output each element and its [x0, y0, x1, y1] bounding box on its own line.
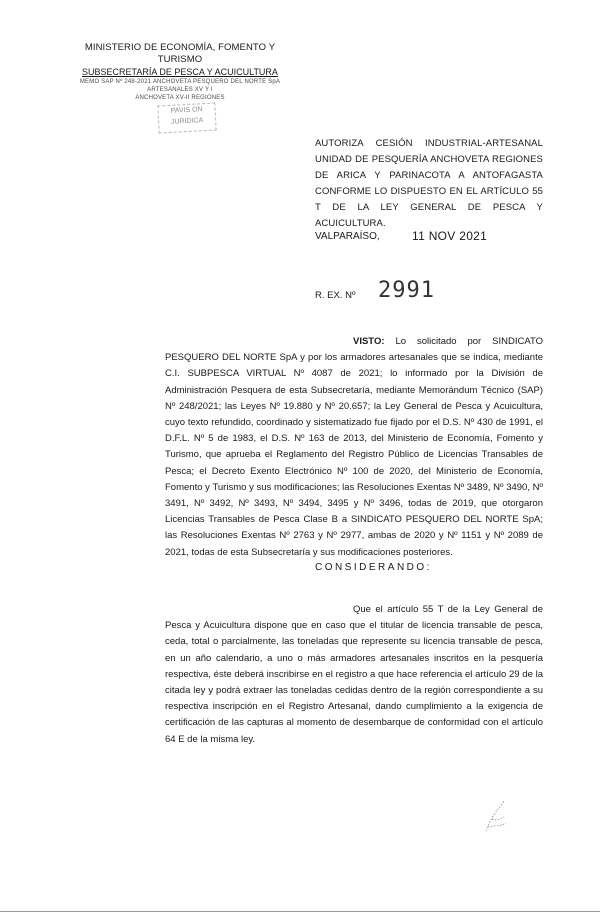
considerando-paragraph — [165, 602, 543, 748]
date-stamp: 11 NOV 2021 — [412, 229, 488, 243]
memo-reference: MEMO SAP Nº 248-2021 ANCHOVETA PESQUERO DEL NORTE SpA — [79, 79, 281, 85]
considerando-text: Que el artículo 55 T de la Ley General de Pesca y Acuicultura dispone que en caso que el titular de licencia transable de pesca, ceda, total o parcialmente, las toneladas que represente su licencia transable de pesca, en un año calendario, a uno o más armadores artesanales inscritos en la pesquería respectiva, éste deberá inscribirse en el registro a que hace referencia el artículo 29 de la citada ley y podrá extraer las toneladas cedidas dentro de la región correspondiente a su respectiva inscripción en el Registro Artesanal, dando cumplimiento a la exigencia de certificación de las capturas al momento de desembarque de conformidad con el artículo 64 E de la misma ley. — [165, 604, 543, 745]
rex-number: 2991 — [378, 278, 435, 303]
stamp-line-1: PAVIS ON — [170, 106, 203, 115]
footer-rule — [0, 911, 600, 912]
visto-label: VISTO: — [353, 336, 385, 347]
division-line-2: ANCHOVETA XV-II REGIONES — [135, 95, 225, 101]
resolution-title: AUTORIZA CESIÓN INDUSTRIAL-ARTESANAL UNIDAD DE PESQUERÍA ANCHOVETA REGIONES DE ARICA Y PARINACOTA A ANTOFAGASTA CONFORME LO DISPUESTO EN EL ARTÍCULO 55 T DE LA LEY GENERAL DE PESCA Y ACUICULTURA. — [315, 138, 543, 229]
division-line-1: ARTESANALES XV Y I — [147, 87, 213, 93]
letterhead — [70, 42, 290, 102]
juridica-stamp — [157, 103, 216, 134]
considerando-heading: CONSIDERANDO: — [315, 562, 432, 573]
visto-text: Lo solicitado por SINDICATO PESQUERO DEL NORTE SpA y por los armadores artesanales que se indica, mediante C.I. SUBPESCA VIRTUAL Nº 4087 de 2021; lo informado por la División de Administración Pesquera de esta Subsecretaría, mediante Memorándum Técnico (SAP) Nº 248/2021; las Leyes Nº 19.880 y Nº 20.657; la Ley General de Pesca y Acuicultura, cuyo texto refundido, coordinado y sistematizado fue fijado por el D.S. Nº 430 de 1991, el D.F.L. Nº 5 de 1983, el D.S. Nº 163 de 2013, del Ministerio de Economía, Fomento y Turismo, que aprueba el Reglamento del Registro Público de Licencias Transables de Pesca; el Decreto Exento Electrónico Nº 100 de 2020, del Ministerio de Economía, Fomento y Turismo y sus modificaciones; las Resoluciones Exentas Nº 3489, Nº 3490, Nº 3491, Nº 3492, Nº 3493, Nº 3494, 3495 y Nº 3496, todas de 2019, que otorgaron Licencias Transables de Pesca Clase B a SINDICATO PESQUERO DEL NORTE SpA; las Resoluciones Exentas Nº 2763 y Nº 2977, ambas de 2020 y Nº 1151 y Nº 2089 de 2021, todas de esta Subsecretaría y sus modificaciones posteriores. — [165, 336, 543, 558]
rex-label: R. EX. Nº — [315, 290, 356, 301]
place: VALPARAÍSO, — [315, 231, 380, 242]
subsecretaria-name: SUBSECRETARÍA DE PESCA Y ACUICULTURA — [82, 67, 278, 77]
ministry-name: MINISTERIO DE ECONOMÍA, FOMENTO Y TURISMO — [84, 42, 276, 65]
visto-paragraph — [165, 334, 543, 561]
stamp-line-2: JURIDICA — [170, 117, 204, 126]
signature-mark — [480, 797, 512, 837]
